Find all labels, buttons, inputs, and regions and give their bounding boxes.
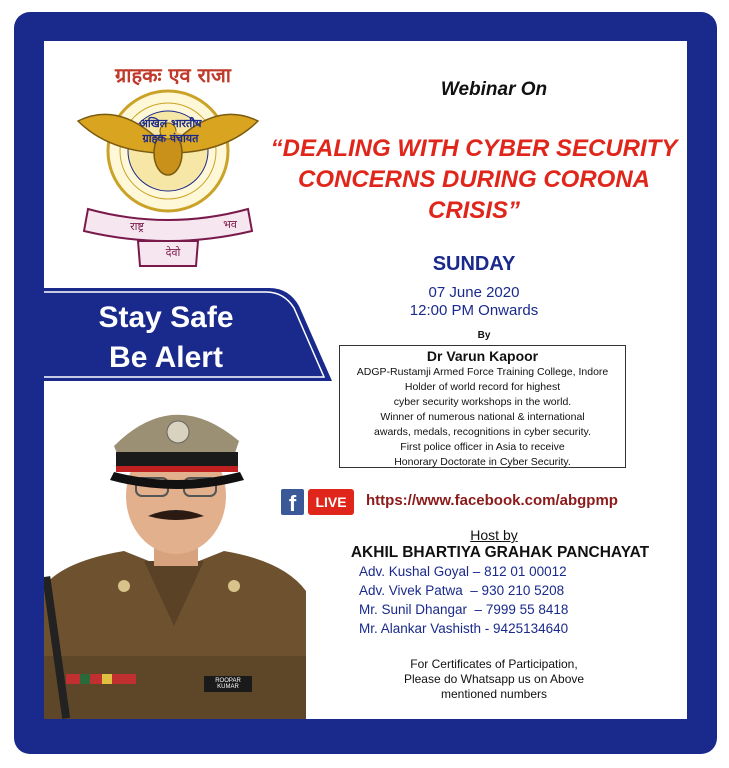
name-tag-text: ROOPAR KUMAR bbox=[215, 678, 241, 690]
speaker-detail: cyber security workshops in the world. bbox=[393, 396, 572, 408]
certificate-line: Please do Whatsapp us on Above bbox=[403, 672, 585, 686]
logo-ring-text: अखिल भारतीय ग्राहक पंचायत bbox=[139, 117, 202, 145]
speaker-detail: ADGP-Rustamji Armed Force Training College, Indore bbox=[356, 366, 609, 378]
speaker-detail: Winner of numerous national & international bbox=[380, 411, 585, 423]
by-label: By bbox=[477, 330, 491, 341]
speaker-detail: First police officer in Asia to receive bbox=[400, 441, 565, 453]
live-badge: LIVE bbox=[308, 489, 354, 515]
speaker-box bbox=[339, 345, 626, 468]
host-organization: AKHIL BHARTIYA GRAHAK PANCHAYAT bbox=[350, 544, 650, 561]
topic-line: CRISIS” bbox=[427, 197, 520, 224]
contact-line: Adv. Vivek Patwa – 930 210 5208 bbox=[359, 583, 565, 598]
webinar-label: Webinar On bbox=[440, 79, 548, 100]
speaker-detail: Honorary Doctorate in Cyber Security. bbox=[394, 456, 571, 468]
certificate-note bbox=[369, 657, 619, 702]
speaker-detail: awards, medals, recognitions in cyber security. bbox=[374, 426, 591, 438]
topic-line: “DEALING WITH CYBER SECURITY bbox=[270, 135, 678, 162]
event-day: SUNDAY bbox=[432, 253, 516, 275]
poster-canvas bbox=[44, 41, 687, 719]
topic-line: CONCERNS DURING CORONA bbox=[297, 166, 650, 193]
contact-line: Adv. Kushal Goyal – 812 01 00012 bbox=[359, 564, 567, 579]
logo-ribbon-bottom: देवो bbox=[165, 246, 181, 259]
officer-photo bbox=[44, 386, 306, 719]
host-by-label: Host by bbox=[470, 527, 518, 543]
logo-ribbon-right: भव bbox=[223, 218, 237, 231]
logo-ribbon-left: राष्ट्र bbox=[130, 220, 144, 233]
webinar-topic bbox=[269, 133, 679, 226]
event-date: 07 June 2020 bbox=[428, 284, 520, 301]
contact-line: Mr. Sunil Dhangar – 7999 55 8418 bbox=[359, 602, 569, 617]
facebook-f-glyph: f bbox=[288, 491, 297, 516]
certificate-line: For Certificates of Participation, bbox=[410, 657, 578, 671]
banner-line: Stay Safe bbox=[98, 301, 234, 334]
facebook-url-link[interactable]: https://www.facebook.com/abgpmp bbox=[366, 492, 618, 509]
logo-title: ग्राहकः एव राजा bbox=[115, 63, 231, 87]
certificate-line: mentioned numbers bbox=[440, 687, 548, 701]
banner-text bbox=[56, 298, 276, 378]
eagle-emblem bbox=[68, 81, 278, 271]
speaker-detail: Holder of world record for highest bbox=[404, 381, 561, 393]
banner-line: Be Alert bbox=[109, 341, 223, 374]
event-time: 12:00 PM Onwards bbox=[409, 302, 539, 319]
speaker-name: Dr Varun Kapoor bbox=[426, 348, 539, 364]
contact-line: Mr. Alankar Vashisth - 9425134640 bbox=[359, 621, 569, 636]
organization-logo bbox=[68, 41, 278, 271]
